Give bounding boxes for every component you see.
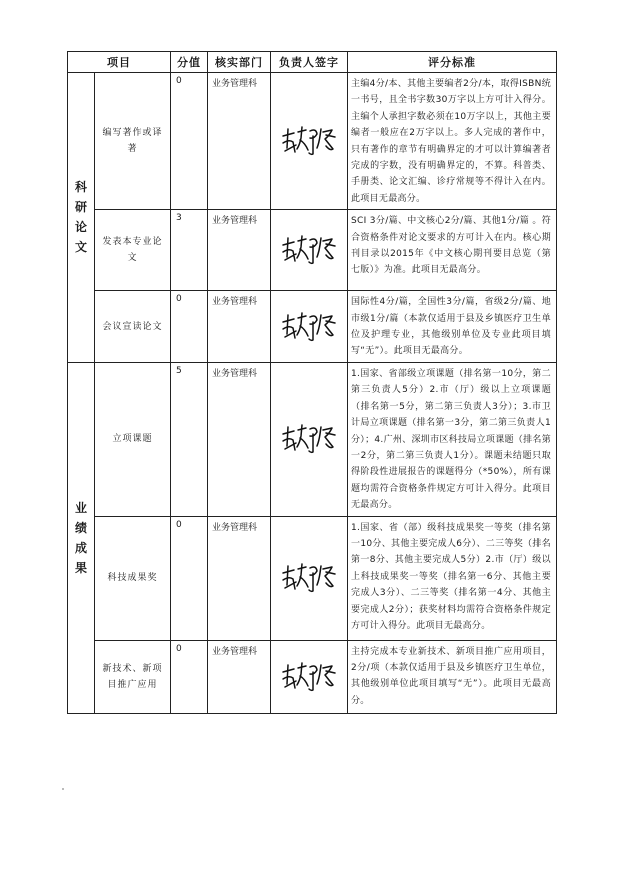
signature-image (271, 516, 348, 640)
verify-dept: 业务管理科 (208, 291, 271, 363)
table-row (68, 291, 557, 363)
score-value: 0 (171, 291, 208, 363)
item-name: 编写著作或译著 (95, 73, 171, 210)
item-name: 科技成果奖 (95, 516, 171, 640)
group-label-research (68, 73, 95, 363)
group-char: 文 (74, 240, 87, 255)
group-char: 成 (74, 540, 87, 555)
item-name: 会议宣读论文 (95, 291, 171, 363)
group-char: 绩 (74, 520, 87, 535)
scoring-table (67, 51, 557, 714)
table-row (68, 516, 557, 640)
table-row (68, 210, 557, 291)
header-score: 分值 (171, 52, 208, 73)
signature-image (271, 291, 348, 363)
group-char: 科 (74, 180, 87, 195)
score-value: 3 (171, 210, 208, 291)
header-dept: 核实部门 (208, 52, 271, 73)
verify-dept: 业务管理科 (208, 210, 271, 291)
scan-speck (62, 788, 64, 790)
verify-dept: 业务管理科 (208, 640, 271, 713)
header-criteria: 评分标准 (348, 52, 557, 73)
item-name: 新技术、新项目推广应用 (95, 640, 171, 713)
group-char: 果 (74, 560, 87, 575)
signature-image (271, 640, 348, 713)
table-row (68, 640, 557, 713)
header-row (68, 52, 557, 73)
table-row (68, 362, 557, 516)
signature-image (271, 210, 348, 291)
score-value: 0 (171, 73, 208, 210)
criteria-text: 主编4分/本、其他主要编者2分/本，取得ISBN统一书号，且全书字数30万字以上方可计入得分。主编个人承担字数必须在10万字以上，其他主要编者一般应在2万字以上。多人完成的著作中，只有著作的章节有明确界定的才可以计算编著者完成的字数，没有明确界定的，不算。科普类、手册类、论文汇编、诊疗常规等不得计入在内。此项目无最高分。 (348, 73, 557, 210)
group-label-achievements (68, 362, 95, 713)
verify-dept: 业务管理科 (208, 362, 271, 516)
item-name: 发表本专业论文 (95, 210, 171, 291)
score-value: 0 (171, 640, 208, 713)
verify-dept: 业务管理科 (208, 73, 271, 210)
group-char: 研 (74, 200, 87, 215)
signature-image (271, 73, 348, 210)
criteria-text: 主持完成本专业新技术、新项目推广应用项目，2分/项（本款仅适用于县及乡镇医疗卫生单位，其他级别单位此项目填写“无”）。此项目无最高分。 (348, 640, 557, 713)
score-value: 5 (171, 362, 208, 516)
group-char: 论 (74, 220, 87, 235)
criteria-text: 1.国家、省（部）级科技成果奖一等奖（排名第一10分、其他主要完成人6分）、二三等奖（排名第一8分、其他主要完成人5分）2.市（厅）级以上科技成果奖一等奖（排名第一6分、其他主要完成人3分）、二三等奖（排名第一4分、其他主要完成人2分）；获奖材料均需符合资格条件规定方可计入得分。此项目无最高分。 (348, 516, 557, 640)
criteria-text: 1.国家、省部级立项课题（排名第一10分，第二第三负责人5分）2.市（厅）级以上立项课题（排名第一5分，第二第三负责人3分）；3.市卫计局立项课题（排名第一3分，第二第三负责人1分）；4.广州、深圳市区科技局立项课题（排名第一2分，第二第三负责人1分）。课题未结题只取得阶段性进展报告的课题得分（*50%），所有课题均需符合资格条件规定方可计入得分。此项目无最高分。 (348, 362, 557, 516)
table-row (68, 73, 557, 210)
group-char: 业 (74, 500, 87, 515)
signature-image (271, 362, 348, 516)
item-name: 立项课题 (95, 362, 171, 516)
header-signer: 负责人签字 (271, 52, 348, 73)
header-item: 项目 (68, 52, 171, 73)
criteria-text: 国际性4分/篇，全国性3分/篇，省级2分/篇、地市级1分/篇（本款仅适用于县及乡镇医疗卫生单位及护理专业，其他级别单位及专业此项目填写“无”）。此项目无最高分。 (348, 291, 557, 363)
criteria-text: SCI 3分/篇、中文核心2分/篇、其他1分/篇 。符合资格条件对论文要求的方可计入在内。核心期刊目录以2015年《中文核心期刊要目总览（第七版）》为准。此项目无最高分。 (348, 210, 557, 291)
score-value: 0 (171, 516, 208, 640)
verify-dept: 业务管理科 (208, 516, 271, 640)
